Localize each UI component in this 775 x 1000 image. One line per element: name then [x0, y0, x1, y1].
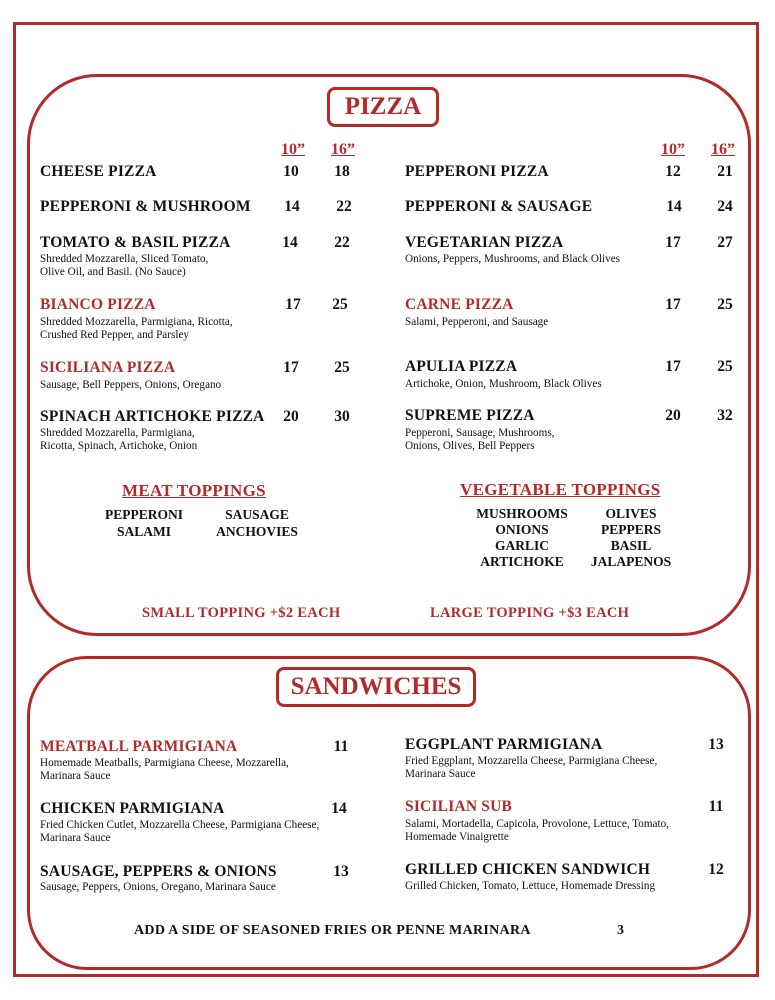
sandwich-item-desc: Sausage, Peppers, Onions, Oregano, Marinara Sauce [40, 881, 276, 893]
pizza-price-16: 32 [717, 407, 733, 424]
meat-topping: SALAMI [116, 524, 171, 539]
pizza-price-10: 12 [665, 163, 681, 180]
pizza-item-name: BIANCO PIZZA [40, 296, 156, 313]
veg-topping: BASIL [610, 538, 652, 553]
meat-topping: SAUSAGE [225, 507, 289, 522]
pizza-price-16: 27 [717, 234, 733, 251]
pizza-item-desc: Salami, Pepperoni, and Sausage [405, 316, 549, 328]
sandwich-item-desc: Marinara Sauce [405, 768, 476, 780]
pizza-price-10: 17 [283, 359, 299, 376]
pizza-item-name: SUPREME PIZZA [405, 407, 535, 424]
sandwich-item-desc: Homemade Vinaigrette [405, 831, 509, 843]
pizza-item-desc: Crushed Red Pepper, and Parsley [40, 329, 189, 341]
pizza-price-16: 24 [717, 198, 733, 215]
pizza-price-16: 25 [332, 296, 348, 313]
veg-topping: JALAPENOS [590, 554, 672, 569]
sandwich-item-desc: Marinara Sauce [40, 832, 111, 844]
pizza-price-16: 22 [336, 198, 352, 215]
sandwich-title: SANDWICHES [276, 667, 476, 707]
pizza-price-10: 17 [665, 234, 681, 251]
meat-topping: PEPPERONI [104, 507, 183, 522]
pizza-price-10: 20 [665, 407, 681, 424]
sandwich-price: 13 [333, 863, 349, 880]
pizza-price-10: 14 [282, 234, 298, 251]
sandwich-price: 14 [331, 800, 347, 817]
pizza-price-10: 17 [285, 296, 301, 313]
side-addon-text: ADD A SIDE OF SEASONED FRIES OR PENNE MARINARA [134, 923, 531, 938]
pizza-item-name: PEPPERONI PIZZA [405, 163, 549, 180]
pizza-item-name: CARNE PIZZA [405, 296, 514, 313]
sandwich-item-desc: Fried Chicken Cutlet, Mozzarella Cheese, Parmigiana Cheese, [40, 819, 320, 831]
pizza-item-name: APULIA PIZZA [405, 358, 518, 375]
pizza-item-desc: Shredded Mozzarella, Parmigiana, [40, 427, 195, 439]
sandwich-item-name: EGGPLANT PARMIGIANA [405, 736, 603, 753]
pizza-price-10: 14 [666, 198, 682, 215]
small-topping-price: SMALL TOPPING +$2 EACH [142, 605, 341, 621]
veg-topping: ONIONS [495, 522, 549, 537]
size-header-16-left: 16” [331, 141, 355, 158]
pizza-price-10: 20 [283, 408, 299, 425]
sandwich-item-desc: Marinara Sauce [40, 770, 111, 782]
pizza-price-16: 25 [717, 358, 733, 375]
pizza-item-desc: Onions, Olives, Bell Peppers [405, 440, 535, 452]
meat-topping: ANCHOVIES [216, 524, 298, 539]
pizza-title: PIZZA [327, 87, 439, 127]
pizza-item-desc: Ricotta, Spinach, Artichoke, Onion [40, 440, 198, 452]
size-header-10-left: 10” [281, 141, 305, 158]
pizza-price-16: 22 [334, 234, 350, 251]
size-header-10-right: 10” [661, 141, 685, 158]
sandwich-item-desc: Homemade Meatballs, Parmigiana Cheese, Mozzarella, [40, 757, 289, 769]
veg-topping: OLIVES [605, 506, 657, 521]
side-addon-price: 3 [617, 923, 625, 938]
pizza-item-desc: Artichoke, Onion, Mushroom, Black Olives [405, 378, 602, 390]
pizza-price-16: 21 [717, 163, 733, 180]
veg-topping: MUSHROOMS [476, 506, 568, 521]
meat-toppings-title: MEAT TOPPINGS [122, 481, 266, 500]
pizza-item-desc: Pepperoni, Sausage, Mushrooms, [405, 427, 555, 439]
pizza-price-16: 25 [717, 296, 733, 313]
pizza-price-16: 30 [334, 408, 350, 425]
pizza-price-10: 14 [284, 198, 300, 215]
sandwich-item-name: SAUSAGE, PEPPERS & ONIONS [40, 863, 277, 880]
sandwich-item-name: CHICKEN PARMIGIANA [40, 800, 225, 817]
pizza-price-10: 17 [665, 358, 681, 375]
sandwich-item-desc: Grilled Chicken, Tomato, Lettuce, Homemade Dressing [405, 880, 656, 892]
sandwich-price: 12 [708, 861, 724, 878]
pizza-item-name: VEGETARIAN PIZZA [405, 234, 564, 251]
large-topping-price: LARGE TOPPING +$3 EACH [430, 605, 630, 621]
pizza-price-16: 18 [334, 163, 350, 180]
size-header-16-right: 16” [711, 141, 735, 158]
pizza-item-desc: Sausage, Bell Peppers, Onions, Oregano [40, 379, 222, 391]
sandwich-item-name: GRILLED CHICKEN SANDWICH [405, 861, 651, 878]
pizza-item-desc: Shredded Mozzarella, Sliced Tomato, [40, 253, 209, 265]
sandwich-item-name: MEATBALL PARMIGIANA [40, 738, 238, 755]
sandwich-price: 13 [708, 736, 724, 753]
pizza-price-10: 10 [283, 163, 299, 180]
veg-topping: GARLIC [494, 538, 549, 553]
sandwich-item-name: SICILIAN SUB [405, 798, 513, 815]
veg-topping: PEPPERS [600, 522, 661, 537]
sandwich-price: 11 [333, 738, 349, 755]
pizza-item-desc: Olive Oil, and Basil. (No Sauce) [40, 266, 186, 278]
pizza-item-name: SICILIANA PIZZA [40, 359, 176, 376]
pizza-item-desc: Onions, Peppers, Mushrooms, and Black Olives [405, 253, 621, 265]
sandwich-item-desc: Fried Eggplant, Mozzarella Cheese, Parmigiana Cheese, [405, 755, 658, 767]
pizza-item-name: SPINACH ARTICHOKE PIZZA [40, 408, 265, 425]
pizza-item-name: PEPPERONI & SAUSAGE [405, 198, 593, 215]
veg-topping: ARTICHOKE [480, 554, 564, 569]
pizza-item-name: CHEESE PIZZA [40, 163, 157, 180]
sandwich-item-desc: Salami, Mortadella, Capicola, Provolone, Lettuce, Tomato, [405, 818, 670, 830]
pizza-price-10: 17 [665, 296, 681, 313]
vegetable-toppings-title: VEGETABLE TOPPINGS [460, 480, 661, 499]
pizza-price-16: 25 [334, 359, 350, 376]
pizza-item-name: TOMATO & BASIL PIZZA [40, 234, 231, 251]
pizza-item-desc: Shredded Mozzarella, Parmigiana, Ricotta, [40, 316, 233, 328]
sandwich-price: 11 [708, 798, 724, 815]
pizza-item-name: PEPPERONI & MUSHROOM [40, 198, 251, 215]
